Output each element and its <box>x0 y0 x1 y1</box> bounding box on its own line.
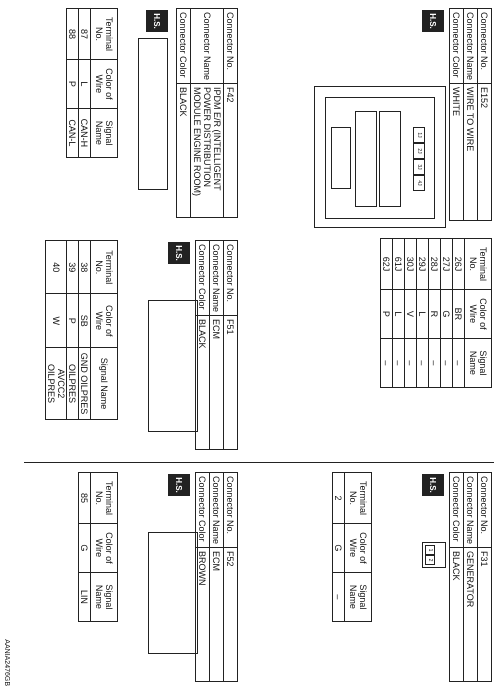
e152-no: E152 <box>478 84 492 221</box>
e152-color: WHITE <box>450 84 464 221</box>
column-divider <box>24 462 494 463</box>
panel-f51: Connector No. F51 Connector Name ECM Connector Color BLACK H.S. Terminal No. Color of Wire Signal Name 38 SB GND OILPRES 39 P OILPRES 40 W AVCC2 OILPRES <box>195 240 238 450</box>
f42-connector-drawing <box>138 38 168 190</box>
hs-icon: H.S. <box>422 474 444 496</box>
e152-info: Connector No. E152 Connector Name WIRE TO WIRE Connector Color WHITE <box>449 8 492 221</box>
figure-code: AANIA2476GB <box>3 639 10 686</box>
f31-connector-drawing: 1 2 <box>422 542 446 568</box>
panel-f42: Connector No. F42 Connector Name IPDM E/R (INTELLIGENT POWER DISTRIBUTION MODULE ENGINE ROOM) Connector Color BLACK H.S. Terminal No. Color of Wire Signal Name 87 L CAN-H 88 P CAN-L <box>176 8 238 218</box>
hs-icon: H.S. <box>168 474 190 496</box>
e152-name: WIRE TO WIRE <box>464 84 478 221</box>
panel-e152 <box>381 8 492 376</box>
f52-connector-drawing <box>148 532 198 654</box>
panel-f52: Connector No. F52 Connector Name ECM Connector Color BROWN H.S. Terminal No. Color of Wire Signal Name 85 G LIN <box>195 472 238 682</box>
hs-icon: H.S. <box>168 242 190 264</box>
e152-connector-drawing: 1J 2J 3J 4J <box>314 86 446 228</box>
panel-f31: Connector No. F31 Connector Name GENERATOR Connector Color BLACK H.S. 1 2 Terminal No. Color of Wire Signal Name 2 G – <box>449 472 492 682</box>
hs-icon: H.S. <box>422 10 444 32</box>
hs-icon: H.S. <box>146 10 168 32</box>
e152-terminal-table: Terminal No. Color of Wire Signal Name 26J BR – 27J G – 28J R – 29J L – 30J V – 61J L – 62J P – <box>380 238 492 388</box>
f51-connector-drawing <box>148 300 198 432</box>
